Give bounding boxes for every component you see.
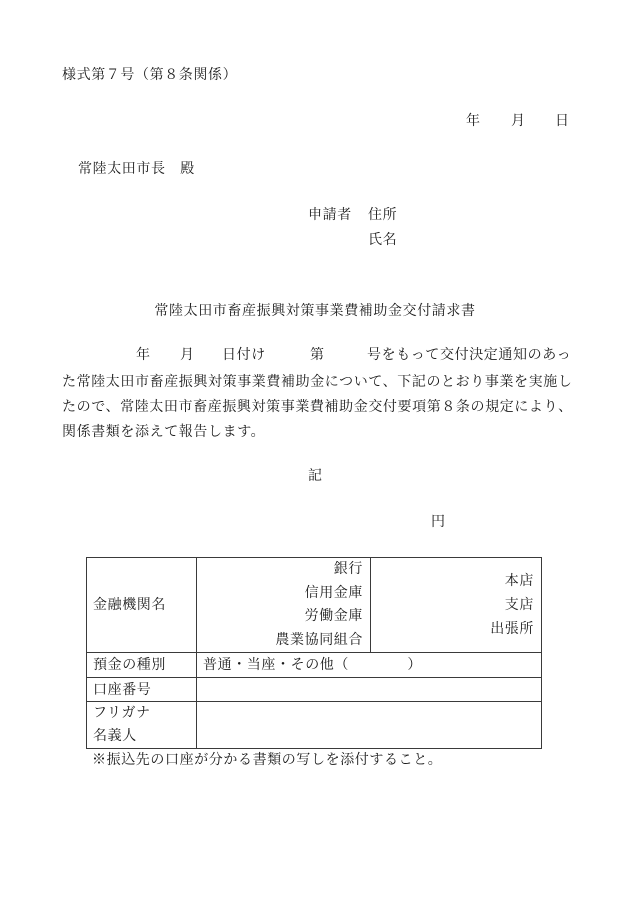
body-line1-month: 月 <box>180 347 195 363</box>
account-number-label: 口座番号 <box>93 681 152 698</box>
deposit-type-label: 預金の種別 <box>93 657 166 673</box>
amount-unit: 円 <box>431 514 446 530</box>
institution-type-rokin: 労働金庫 <box>304 608 363 624</box>
institution-type-bank: 銀行 <box>333 561 363 577</box>
institution-type-nokyo: 農業協同組合 <box>275 631 363 648</box>
deposit-type-label-cell <box>87 653 197 678</box>
institution-type-shinkin: 信用金庫 <box>304 584 363 601</box>
ki-heading: 記 <box>308 468 323 484</box>
holder-label: 名義人 <box>93 728 137 744</box>
applicant-address-label: 住所 <box>368 207 398 223</box>
table-row-account-number <box>87 678 542 702</box>
date-year: 年 <box>466 113 481 129</box>
bank-account-table <box>86 557 542 749</box>
body-line1-number-prefix: 第 <box>310 347 325 363</box>
account-number-label-cell <box>87 678 197 702</box>
body-line4: 関係書類を添えて報告します。 <box>62 424 266 440</box>
date-month: 月 <box>511 113 526 129</box>
institution-types-cell <box>197 558 371 653</box>
furigana-label: フリガナ <box>93 705 151 721</box>
table-row-account-holder <box>87 702 542 749</box>
applicant-label: 申請者 <box>308 207 352 223</box>
branch-types-cell <box>371 558 542 653</box>
body-line1-text: 号をもって交付決定通知のあっ <box>367 347 572 363</box>
holder-value-cell <box>197 702 542 749</box>
branch-type-sub-office: 出張所 <box>490 621 534 637</box>
branch-type-main: 本店 <box>504 573 534 589</box>
table-row-institution <box>87 558 542 653</box>
deposit-type-value-cell <box>197 653 542 678</box>
account-number-value-cell <box>197 678 542 702</box>
document-title: 常陸太田市畜産振興対策事業費補助金交付請求書 <box>154 303 476 319</box>
attachment-note: ※振込先の口座が分かる書類の写しを添付すること。 <box>92 752 443 768</box>
form-number: 様式第７号（第８条関係） <box>62 67 238 83</box>
body-line1-dated: 日付け <box>222 347 266 363</box>
body-line3: たので、常陸太田市畜産振興対策事業費補助金交付要項第８条の規定により、 <box>62 399 573 415</box>
applicant-name-label: 氏名 <box>368 232 398 248</box>
body-line1-year: 年 <box>136 347 151 363</box>
addressee: 常陸太田市長 殿 <box>78 161 195 177</box>
institution-label-cell <box>87 558 197 653</box>
branch-type-branch: 支店 <box>504 597 534 613</box>
table-row-deposit-type <box>87 653 542 678</box>
holder-label-cell <box>87 702 197 749</box>
deposit-type-options: 普通・当座・その他（ ） <box>203 657 422 673</box>
date-day: 日 <box>555 113 570 129</box>
body-line2: た常陸太田市畜産振興対策事業費補助金について、下記のとおり事業を実施し <box>62 374 573 390</box>
institution-label: 金融機関名 <box>93 597 166 613</box>
